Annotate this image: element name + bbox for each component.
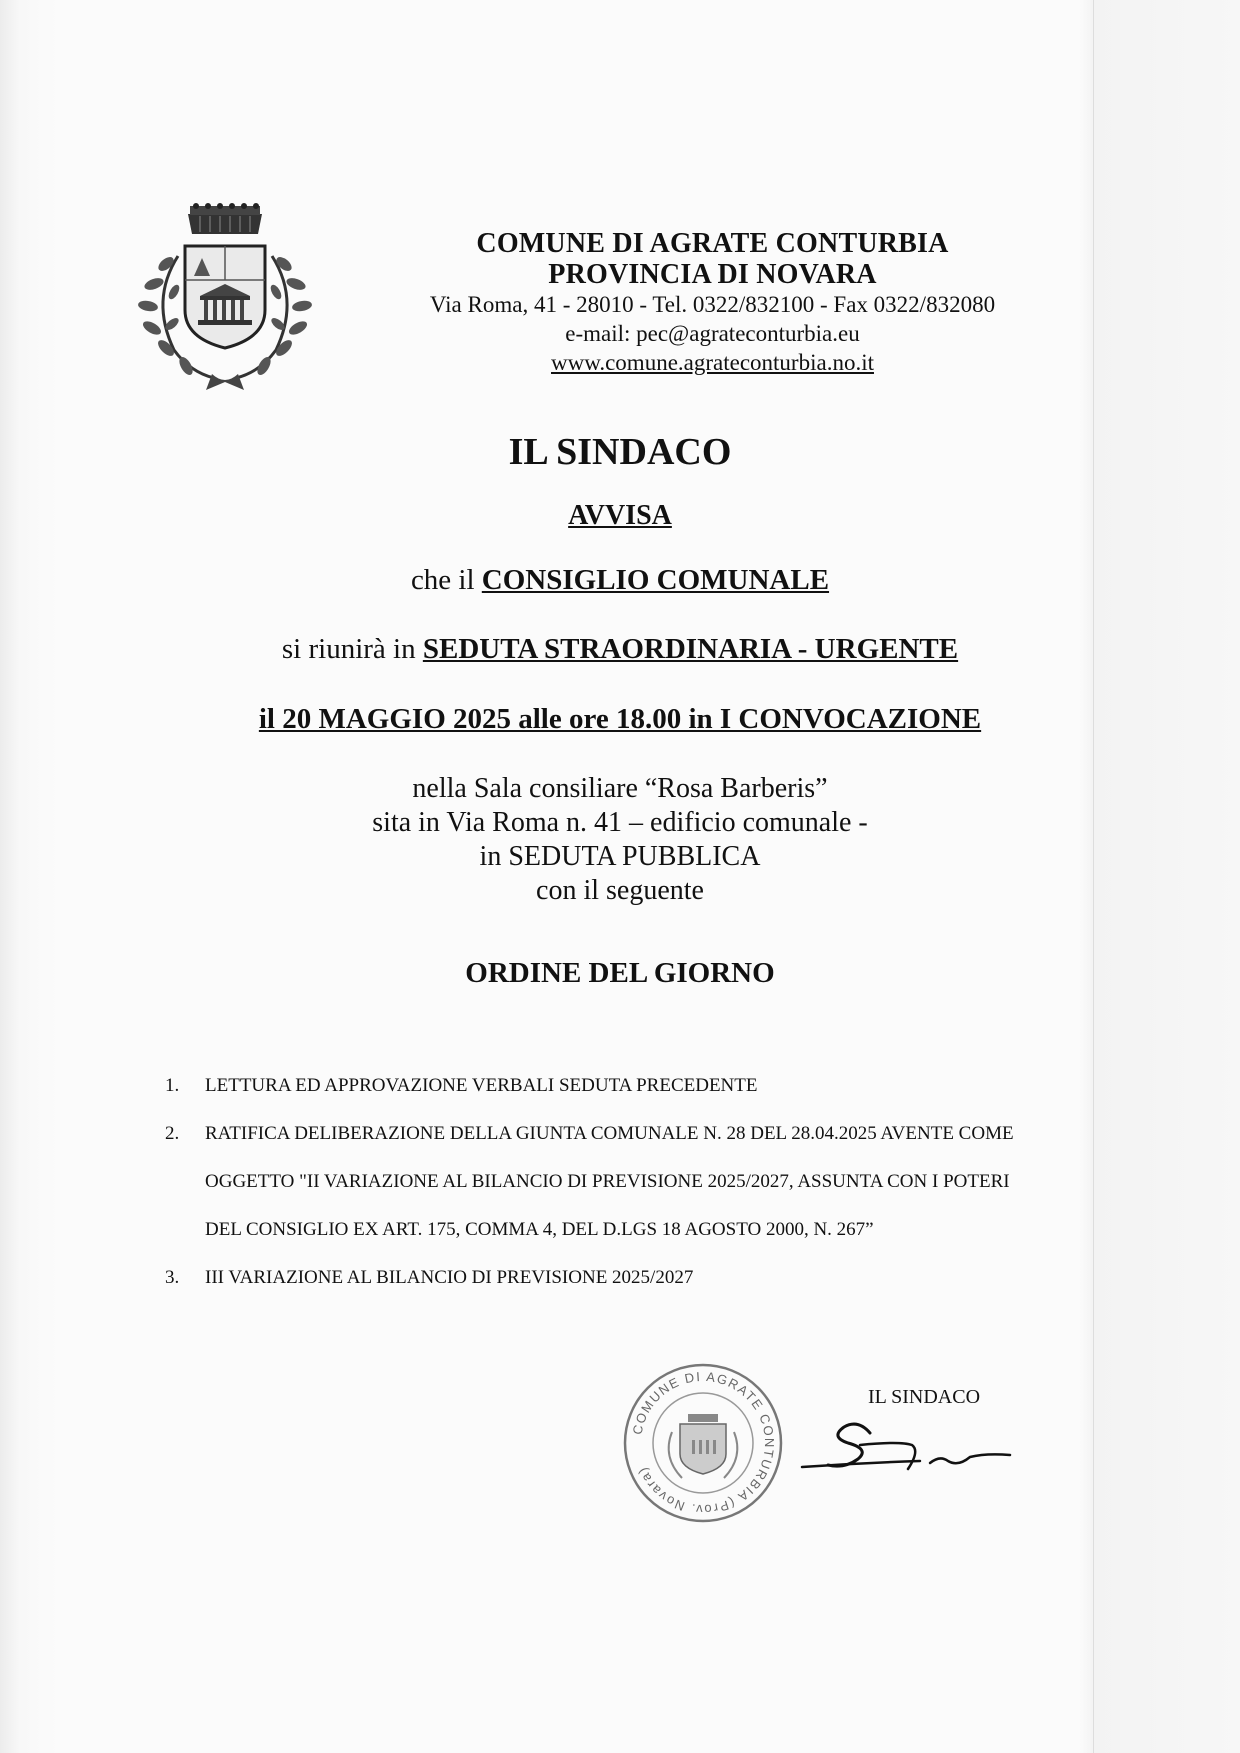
venue-line: nella Sala consiliare “Rosa Barberis” xyxy=(412,773,828,804)
seduta-prefix: si riunirà in xyxy=(281,633,423,665)
municipality-name: COMUNE DI AGRATE CONTURBIA xyxy=(476,228,949,259)
consiglio-bold: CONSIGLIO COMUNALE xyxy=(481,564,830,596)
seduta-line xyxy=(0,633,1240,666)
agenda-line: RATIFICA DELIBERAZIONE DELLA GIUNTA COMUNALE N. 28 DEL 28.04.2025 AVENTE COME xyxy=(205,1123,1014,1144)
seduta-bold: SEDUTA STRAORDINARIA - URGENTE xyxy=(422,633,959,665)
municipal-crest-icon xyxy=(130,200,320,400)
letterhead xyxy=(350,228,1075,377)
list-item xyxy=(165,1062,1130,1110)
website-link[interactable]: www.comune.agrateconturbia.no.it xyxy=(551,350,874,375)
venue-line: in SEDUTA PUBBLICA xyxy=(479,841,761,872)
official-stamp-icon xyxy=(622,1362,784,1524)
province-name: PROVINCIA DI NOVARA xyxy=(548,259,877,290)
email-line: e-mail: pec@agrateconturbia.eu xyxy=(565,321,860,346)
meeting-date-line: il 20 MAGGIO 2025 alle ore 18.00 in I CONVOCAZIONE xyxy=(258,703,982,735)
stamp-text: COMUNE DI AGRATE CONTURBIA (Prov. Novara) xyxy=(629,1368,778,1518)
list-item xyxy=(165,1254,1130,1302)
agenda-title: ORDINE DEL GIORNO xyxy=(465,957,775,989)
avvisa-heading: AVVISA xyxy=(568,500,672,531)
agenda-text xyxy=(205,1062,1130,1110)
agenda-line: LETTURA ED APPROVAZIONE VERBALI SEDUTA PRECEDENTE xyxy=(205,1075,758,1096)
agenda-number: 2. xyxy=(165,1123,180,1144)
handwritten-signature-icon xyxy=(800,1415,1015,1485)
notice-heading: IL SINDACO xyxy=(508,431,732,473)
agenda-text xyxy=(205,1110,1130,1254)
agenda-line: III VARIAZIONE AL BILANCIO DI PREVISIONE 2025/2027 xyxy=(205,1267,694,1288)
list-item xyxy=(165,1110,1130,1254)
venue-line: sita in Via Roma n. 41 – edificio comunale - xyxy=(372,807,868,838)
venue-block xyxy=(0,772,1240,908)
address-line: Via Roma, 41 - 28010 - Tel. 0322/832100 - Fax 0322/832080 xyxy=(429,292,996,317)
agenda-line: DEL CONSIGLIO EX ART. 175, COMMA 4, DEL D.LGS 18 AGOSTO 2000, N. 267” xyxy=(205,1219,874,1240)
consiglio-line xyxy=(0,564,1240,597)
signature-label: IL SINDACO xyxy=(868,1386,981,1408)
agenda-number: 3. xyxy=(165,1267,180,1288)
agenda-line: OGGETTO "II VARIAZIONE AL BILANCIO DI PREVISIONE 2025/2027, ASSUNTA CON I POTERI xyxy=(205,1171,1010,1192)
consiglio-prefix: che il xyxy=(410,564,482,596)
agenda-list xyxy=(165,1062,1130,1302)
venue-line: con il seguente xyxy=(536,875,704,906)
agenda-text xyxy=(205,1254,1130,1302)
agenda-number: 1. xyxy=(165,1075,180,1096)
